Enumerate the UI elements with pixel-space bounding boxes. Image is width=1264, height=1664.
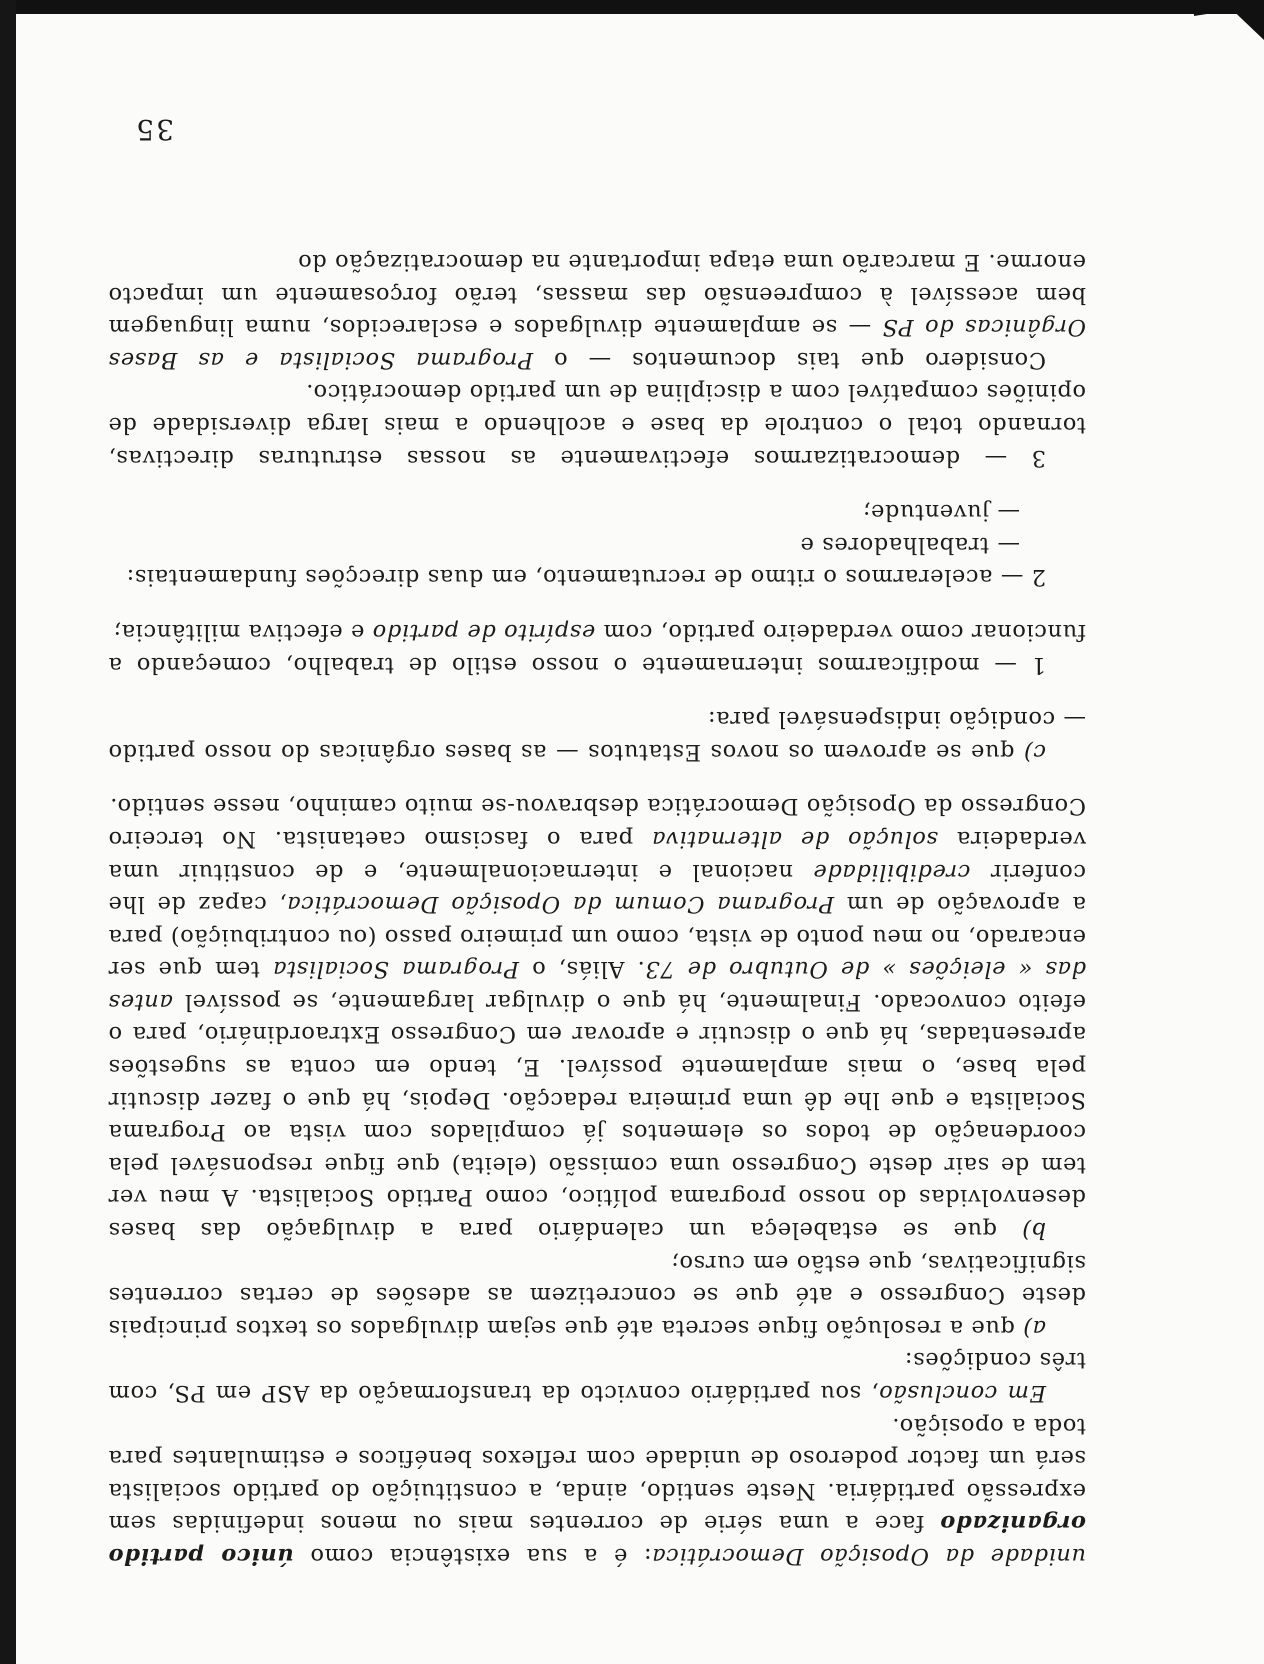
list-item-3: 3 — democratizarmos efectivamente as nossas estruturas directivas, tornando total o controle da base e acolhendo a mais larga diversidade de opiniões compatível com a disciplina de um partido democrático.	[108, 379, 1086, 471]
condition-b: b) que se estabeleça um calendário para a divulgação das bases desenvolvidas do nosso programa político, como Partido Socialista. A meu ver tem de sair deste Congresso uma comissão (eleita) que fique responsável pela coordenação de todos os elementos já compilados com vista ao Programa Socialista e que lhe dê uma primeira redacção. Depois, há que o fazer discutir pela base, o mais amplamente possível. E, tendo em conta as sugestões apresentadas, há que o discutir e aprovar em Congresso Extraordinário, para o efeito convocado. Finalmente, há que o divulgar largamente, se possível antes das « eleições » de Outubro de 73. Aliás, o Programa Socialista tem que ser encarado, no meu ponto de vista, como um primeiro passo (ou contribuição) para a aprovação de um Programa Comum da Oposição Democrática, capaz de lhe conferir credibilidade nacional e internacionalmente, e de constituir uma verdadeira solução de alternativa para o fascismo caetanista. No terceiro Congresso da Oposição Democrática desbravou-se muito caminho, nesse sentido.	[108, 793, 1086, 1244]
list-item-2: 2 — acelerarmos o ritmo de recrutamento, em duas direcções fundamentais:	[126, 564, 1046, 591]
paragraph-opening: unidade da Oposição Democrática: é a sua existência como único partido organizado face a uma série de correntes mais ou menos indefinidas sem expressão partidária. Neste sentido, ainda, a constituição do partido socialista será um factor poderoso de unidade com reflexos benéficos e estimulantes para toda a oposição.	[108, 1412, 1086, 1569]
paragraph-conclusion: Em conclusão, sou partidário convicto da transformação da ASP em PS, com três condições:	[107, 1347, 1086, 1407]
condition-c: c) que se aprovem os novos Estatutos — as bases orgânicas do nosso partido — condição indispensável para:	[108, 706, 1086, 765]
list-item-1: 1 — modificarmos internamente o nosso estilo de trabalho, começando a funcionar como verdadeiro partido, com espírito de partido e efectiva militância;	[108, 618, 1086, 678]
list-item-2-sub-2: — juventude;	[862, 499, 1020, 526]
condition-a: a) que a resolução fique secreta até que sejam divulgados os textos principais deste Congresso e até que se concretizem as adesões de certas correntes significativas, que estão em curso;	[108, 1249, 1086, 1341]
page-number: 35	[134, 113, 174, 146]
body-text	[108, 245, 1086, 1572]
paragraph-final: Considero que tais documentos — o Programa Socialista e as Bases Orgânicas do PS — se amplamente divulgados e esclarecidos, numa linguagem bem acessível à compreensão das massas, terão forçosamente um impacto enorme. E marcarão uma etapa importante na democratização do	[108, 249, 1086, 373]
list-item-2-sub-1: — trabalhadores e	[799, 531, 1020, 558]
